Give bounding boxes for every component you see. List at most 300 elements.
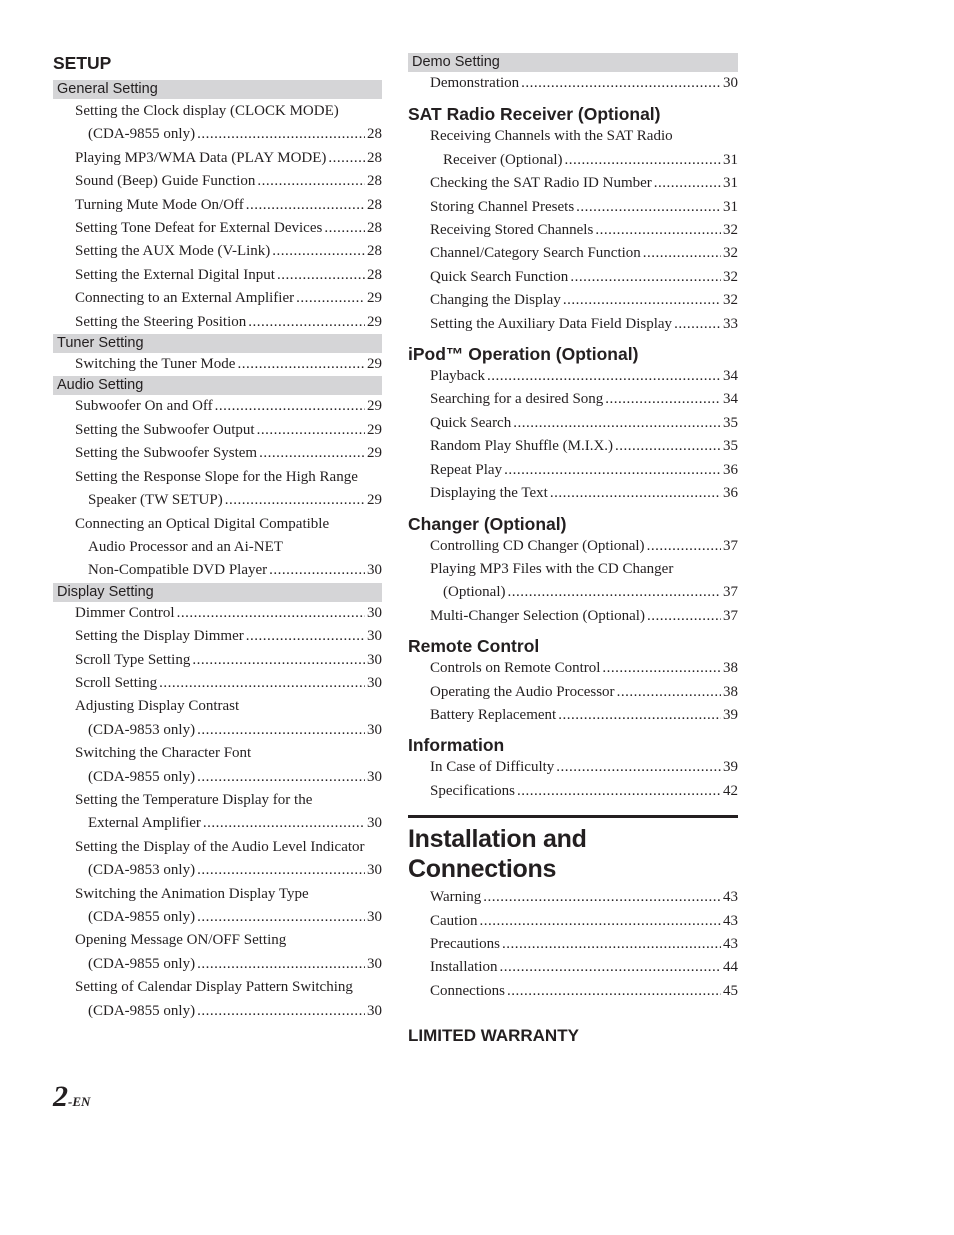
dot-leader (197, 906, 365, 929)
toc-page-number: 32 (723, 268, 738, 285)
toc-entry-label: Playing MP3/WMA Data (PLAY MODE) (75, 149, 327, 166)
toc-entry-line (408, 681, 738, 704)
toc-page-number: 35 (723, 414, 738, 431)
toc-entry-line (53, 789, 382, 812)
toc-entry (53, 194, 382, 217)
toc-entry-label: Setting the Temperature Display for the (75, 791, 313, 808)
toc-page-number: 30 (367, 674, 382, 691)
right-column (408, 50, 738, 1047)
toc-page-number: 32 (723, 292, 738, 309)
dot-leader (643, 242, 721, 265)
toc-entry (53, 836, 382, 883)
toc-page-number: 39 (723, 706, 738, 723)
toc-entry-line (53, 395, 382, 418)
dot-leader (269, 559, 365, 582)
toc-entry-line (53, 442, 382, 465)
toc-entry (53, 742, 382, 789)
toc-page-number: 38 (723, 660, 738, 677)
toc-page-number: 30 (367, 651, 382, 668)
toc-entry-label: Precautions (430, 935, 500, 952)
toc-entry-label: (CDA-9855 only) (88, 768, 196, 785)
toc-entry (408, 558, 738, 605)
toc-entry-label: Demonstration (430, 75, 520, 91)
dot-leader (565, 149, 721, 172)
toc-entry-label: Caution (430, 912, 478, 929)
dot-leader (507, 980, 721, 1003)
page-number-suffix: -EN (68, 1094, 91, 1109)
toc-entry-label: (CDA-9855 only) (88, 909, 196, 925)
toc-entry-line (53, 513, 382, 536)
toc-entry-line (408, 219, 738, 242)
toc-entry-line (53, 602, 382, 625)
toc-page-number: 43 (723, 889, 738, 906)
toc-page-number: 31 (723, 198, 738, 215)
toc-entry-label: (CDA-9855 only) (88, 126, 196, 143)
dot-leader (324, 217, 365, 240)
toc-page-number: 29 (367, 445, 382, 462)
toc-page-number: 29 (367, 313, 382, 330)
toc-entry-line (53, 217, 382, 240)
toc-entry-line (53, 883, 382, 906)
toc-entry-line (408, 289, 738, 312)
toc-entry-line (408, 780, 738, 803)
toc-entry-label: Setting Tone Defeat for External Devices (75, 220, 323, 237)
toc-entry (408, 72, 738, 95)
toc-entry-line (408, 535, 738, 558)
toc-entry-line (408, 886, 738, 909)
toc-entry (53, 419, 382, 442)
dot-leader (502, 933, 721, 956)
dot-leader (259, 442, 365, 465)
dot-leader (248, 311, 365, 334)
toc-entry-label: Checking the SAT Radio ID Number (430, 175, 652, 192)
subsection-band-audio-setting: Audio Setting (53, 376, 382, 395)
toc-page-number: 45 (723, 982, 738, 999)
toc-entry-line (53, 695, 382, 718)
toc-entry-line (408, 605, 738, 628)
toc-page-number: 31 (723, 175, 738, 192)
dot-leader (197, 859, 365, 882)
toc-entry-label: Installation (430, 959, 498, 976)
toc-entry-line (53, 672, 382, 695)
toc-page-number: 30 (367, 862, 382, 879)
dot-leader (605, 388, 721, 411)
toc-entry-label: Switching the Tuner Mode (75, 356, 236, 373)
toc-page-number: 43 (723, 935, 738, 952)
dot-leader (507, 581, 721, 604)
toc-entry (408, 933, 738, 956)
toc-page-number: 42 (723, 782, 738, 799)
toc-entry-label: Displaying the Text (430, 485, 548, 502)
toc-entry (408, 657, 738, 680)
toc-entry (53, 442, 382, 465)
section-title-changer: Changer (Optional) (408, 513, 567, 534)
toc-entry-label: In Case of Difficulty (430, 759, 555, 776)
toc-entry-line (408, 657, 738, 680)
toc-entry-line (408, 756, 738, 779)
toc-entry (53, 170, 382, 193)
toc-list (53, 99, 382, 334)
toc-entry-label: (CDA-9853 only) (88, 862, 196, 879)
toc-entry (408, 605, 738, 628)
toc-entry-line (53, 194, 382, 217)
toc-list (408, 657, 738, 727)
toc-entry (53, 311, 382, 334)
toc-page-number: 28 (367, 243, 382, 260)
page-footer (53, 1080, 90, 1114)
dot-leader (504, 459, 721, 482)
toc-entry (408, 412, 738, 435)
toc-page-number: 44 (723, 959, 738, 976)
toc-entry-line (408, 956, 738, 979)
toc-entry-line (408, 933, 738, 956)
toc-entry-line (408, 196, 738, 219)
toc-entry-line (53, 976, 382, 999)
toc-entry-label: Repeat Play (430, 461, 503, 478)
dot-leader (517, 780, 721, 803)
toc-entry (408, 289, 738, 312)
dot-leader (483, 886, 721, 909)
toc-entry-label: Playing MP3 Files with the CD Changer (430, 560, 674, 577)
section-title-ipod: iPod™ Operation (Optional) (408, 344, 639, 365)
dot-leader (225, 489, 365, 512)
toc-entry (53, 602, 382, 625)
toc-entry-label: Audio Processor and an Ai-NET (88, 538, 283, 555)
toc-entry-label: Warning (430, 889, 482, 906)
toc-entry-line (53, 489, 382, 512)
toc-entry (53, 672, 382, 695)
toc-entry (408, 681, 738, 704)
toc-entry-label: Sound (Beep) Guide Function (75, 173, 256, 190)
toc-entry-line (53, 419, 382, 442)
subsection-band-tuner-setting: Tuner Setting (53, 334, 382, 353)
toc-entry-line (408, 482, 738, 505)
dot-leader (513, 412, 721, 435)
toc-entry-label: Turning Mute Mode On/Off (75, 196, 244, 213)
toc-entry (53, 883, 382, 930)
toc-page-number: 29 (367, 290, 382, 307)
toc-entry-label: Scroll Setting (75, 674, 158, 691)
subsection-band-demo-setting: Demo Setting (408, 53, 738, 72)
toc-page-number: 39 (723, 759, 738, 776)
dot-leader (296, 287, 365, 310)
dot-leader (177, 602, 365, 625)
toc-entry (53, 625, 382, 648)
toc-entry-label: Channel/Category Search Function (430, 245, 641, 262)
dot-leader (570, 266, 721, 289)
toc-page-number: 28 (367, 220, 382, 237)
toc-entry-line (53, 836, 382, 859)
toc-entry-label: Battery Replacement (430, 706, 557, 723)
toc-entry-label: Opening Message ON/OFF Setting (75, 932, 287, 949)
toc-entry (408, 266, 738, 289)
toc-entry-label: Connecting to an External Amplifier (75, 290, 295, 307)
toc-page-number: 33 (723, 315, 738, 332)
toc-page-number: 38 (723, 683, 738, 700)
section-title-limited-warranty: LIMITED WARRANTY (408, 1026, 579, 1046)
toc-entry-label: Quick Search Function (430, 268, 569, 285)
toc-list (408, 535, 738, 629)
toc-list (53, 602, 382, 1023)
dot-leader (257, 419, 365, 442)
toc-entry-line (53, 953, 382, 976)
toc-page-number: 28 (367, 196, 382, 213)
toc-page-number: 28 (367, 126, 382, 143)
toc-entry-line (408, 365, 738, 388)
toc-entry-line (408, 266, 738, 289)
toc-entry-label: Receiver (Optional) (443, 151, 563, 168)
dot-leader (277, 264, 365, 287)
toc-entry-label: Adjusting Display Contrast (75, 698, 240, 715)
toc-entry-line (53, 742, 382, 765)
toc-entry-label: Setting the Display Dimmer (75, 628, 244, 645)
toc-entry-label: Setting the Steering Position (75, 313, 247, 330)
toc-entry-line (408, 581, 738, 604)
toc-entry-line (53, 906, 382, 929)
toc-page-number: 32 (723, 245, 738, 262)
toc-list (408, 72, 738, 95)
toc-entry-label: Setting the Response Slope for the High Range (75, 468, 358, 485)
toc-entry-line (53, 264, 382, 287)
dot-leader (674, 313, 721, 336)
toc-entry-label: Connecting an Optical Digital Compatible (75, 515, 330, 532)
toc-entry (408, 313, 738, 336)
toc-entry-line (408, 172, 738, 195)
toc-entry-label: Switching the Character Font (75, 745, 252, 762)
toc-entry (408, 980, 738, 1003)
left-column (53, 50, 382, 1023)
toc-entry (408, 704, 738, 727)
toc-entry-line (53, 123, 382, 146)
toc-entry-label: Random Play Shuffle (M.I.X.) (430, 438, 614, 455)
dot-leader (237, 353, 365, 376)
toc-entry (53, 649, 382, 672)
dot-leader (480, 910, 722, 933)
toc-entry-line (53, 311, 382, 334)
toc-entry-line (53, 170, 382, 193)
toc-page-number: 29 (367, 356, 382, 373)
toc-entry-line (53, 859, 382, 882)
toc-entry-label: Setting the External Digital Input (75, 266, 275, 283)
toc-page-number: 28 (367, 173, 382, 190)
toc-page-number: 30 (367, 628, 382, 645)
toc-page-number: 30 (367, 955, 382, 972)
toc-entry (408, 125, 738, 172)
toc-list (408, 125, 738, 336)
toc-entry (53, 466, 382, 513)
toc-entry (53, 695, 382, 742)
toc-entry-line (53, 287, 382, 310)
toc-entry-label: Setting the Subwoofer Output (75, 421, 255, 438)
toc-entry (53, 100, 382, 147)
toc-entry-label: Operating the Audio Processor (430, 683, 615, 700)
toc-page-number: 37 (723, 584, 738, 601)
toc-list (408, 886, 738, 1003)
section-title-sat-radio: SAT Radio Receiver (Optional) (408, 104, 661, 125)
toc-entry-line (408, 149, 738, 172)
section-title-remote-control: Remote Control (408, 636, 540, 657)
toc-entry (53, 240, 382, 263)
toc-entry-line (408, 459, 738, 482)
toc-entry (53, 147, 382, 170)
toc-entry-line (53, 1000, 382, 1023)
dot-leader (617, 681, 721, 704)
toc-entry (408, 756, 738, 779)
toc-page-number: 29 (367, 421, 382, 438)
dot-leader (595, 219, 721, 242)
toc-entry-line (53, 766, 382, 789)
dot-leader (197, 1000, 365, 1023)
toc-page-number: 30 (367, 1002, 382, 1019)
toc-entry-label: Playback (430, 368, 485, 385)
toc-entry-line (408, 388, 738, 411)
dot-leader (197, 953, 365, 976)
toc-entry-line (53, 240, 382, 263)
toc-entry-label: Receiving Stored Channels (430, 222, 594, 239)
toc-page-number: 29 (367, 492, 382, 509)
toc-entry-line (408, 412, 738, 435)
toc-entry (53, 353, 382, 376)
dot-leader (328, 147, 365, 170)
toc-entry-label: Specifications (430, 782, 515, 799)
dot-leader (521, 72, 721, 95)
toc-entry-label: Controls on Remote Control (430, 660, 601, 677)
toc-entry-line (53, 719, 382, 742)
toc-entry (408, 388, 738, 411)
dot-leader (246, 625, 365, 648)
toc-entry (53, 395, 382, 418)
toc-entry-label: Setting the Subwoofer System (75, 445, 258, 462)
toc-entry-label: Speaker (TW SETUP) (88, 492, 223, 509)
toc-page-number: 35 (723, 438, 738, 455)
toc-page-number: 34 (723, 391, 738, 408)
dot-leader (576, 196, 721, 219)
page-number: 2 (53, 1080, 68, 1113)
dot-leader (203, 812, 365, 835)
toc-entry-label: Setting the Clock display (CLOCK MODE) (75, 103, 339, 119)
toc-entry-line (53, 625, 382, 648)
toc-entry-label: Connections (430, 982, 505, 999)
toc-entry-label: Storing Channel Presets (430, 198, 575, 215)
toc-entry-label: (CDA-9855 only) (88, 1002, 196, 1019)
dot-leader (647, 605, 721, 628)
toc-entry (408, 242, 738, 265)
dot-leader (197, 719, 365, 742)
toc-entry-label: Receiving Channels with the SAT Radio (430, 128, 673, 145)
toc-page-number: 29 (367, 398, 382, 415)
toc-entry-line (53, 147, 382, 170)
toc-entry (408, 365, 738, 388)
toc-page-number: 30 (367, 768, 382, 785)
toc-entry-line (408, 72, 738, 95)
toc-entry (408, 435, 738, 458)
toc-page-number: 30 (367, 562, 382, 579)
toc-entry-label: Multi-Changer Selection (Optional) (430, 607, 645, 624)
toc-entry (408, 910, 738, 933)
toc-entry (408, 482, 738, 505)
toc-entry (53, 264, 382, 287)
dot-leader (647, 535, 721, 558)
toc-entry (408, 219, 738, 242)
toc-entry-label: Switching the Animation Display Type (75, 885, 309, 902)
toc-entry-line (53, 649, 382, 672)
toc-entry (53, 217, 382, 240)
dot-leader (563, 289, 721, 312)
dot-leader (192, 649, 365, 672)
toc-entry-label: Subwoofer On and Off (75, 398, 213, 415)
toc-entry-label: Controlling CD Changer (Optional) (430, 537, 645, 554)
toc-list (53, 395, 382, 582)
toc-page-number: 32 (723, 222, 738, 239)
toc-list (53, 353, 382, 376)
toc-entry (408, 196, 738, 219)
toc-entry-line (408, 704, 738, 727)
toc-entry (53, 789, 382, 836)
toc-entry-line (408, 910, 738, 933)
toc-entry-label: Setting the Auxiliary Data Field Display (430, 315, 673, 332)
toc-entry-line (408, 980, 738, 1003)
toc-entry-line (408, 125, 738, 148)
toc-entry (408, 459, 738, 482)
toc-entry (53, 929, 382, 976)
toc-entry (408, 780, 738, 803)
toc-entry (408, 956, 738, 979)
dot-leader (159, 672, 365, 695)
toc-page-number: 30 (367, 604, 382, 621)
toc-entry-line (408, 313, 738, 336)
dot-leader (558, 704, 721, 727)
section-title-information: Information (408, 735, 505, 756)
toc-page-number: 30 (367, 909, 382, 925)
toc-list (408, 756, 738, 803)
toc-entry-label: Setting of Calendar Display Pattern Switching (75, 979, 353, 996)
dot-leader (215, 395, 365, 418)
dot-leader (615, 435, 721, 458)
dot-leader (257, 170, 365, 193)
toc-entry-label: Searching for a desired Song (430, 391, 604, 408)
toc-page-number: 28 (367, 266, 382, 283)
toc-entry-line (53, 466, 382, 489)
toc-entry-line (53, 100, 382, 123)
dot-leader (654, 172, 721, 195)
toc-entry-line (53, 353, 382, 376)
dot-leader (602, 657, 721, 680)
toc-page-number: 37 (723, 607, 738, 624)
toc-entry (53, 976, 382, 1023)
toc-page-number: 34 (723, 368, 738, 385)
toc-page-number: 36 (723, 485, 738, 502)
toc-entry-line (53, 812, 382, 835)
subsection-band-general-setting: General Setting (53, 80, 382, 99)
toc-page-number: 43 (723, 912, 738, 929)
toc-entry-line (408, 435, 738, 458)
dot-leader (550, 482, 721, 505)
toc-entry (408, 886, 738, 909)
toc-page-number: 30 (367, 815, 382, 832)
toc-entry (53, 513, 382, 583)
toc-entry-label: Changing the Display (430, 292, 561, 309)
toc-page-number: 30 (723, 75, 738, 91)
toc-entry-label: Dimmer Control (75, 604, 175, 621)
toc-entry (53, 287, 382, 310)
toc-entry-label: Setting the AUX Mode (V-Link) (75, 243, 271, 260)
toc-entry-label: (CDA-9855 only) (88, 955, 196, 972)
toc-entry-line (408, 558, 738, 581)
chapter-title-installation: Installation and Connections (408, 815, 738, 884)
dot-leader (197, 123, 365, 146)
dot-leader (246, 194, 365, 217)
toc-page-number: 31 (723, 151, 738, 168)
